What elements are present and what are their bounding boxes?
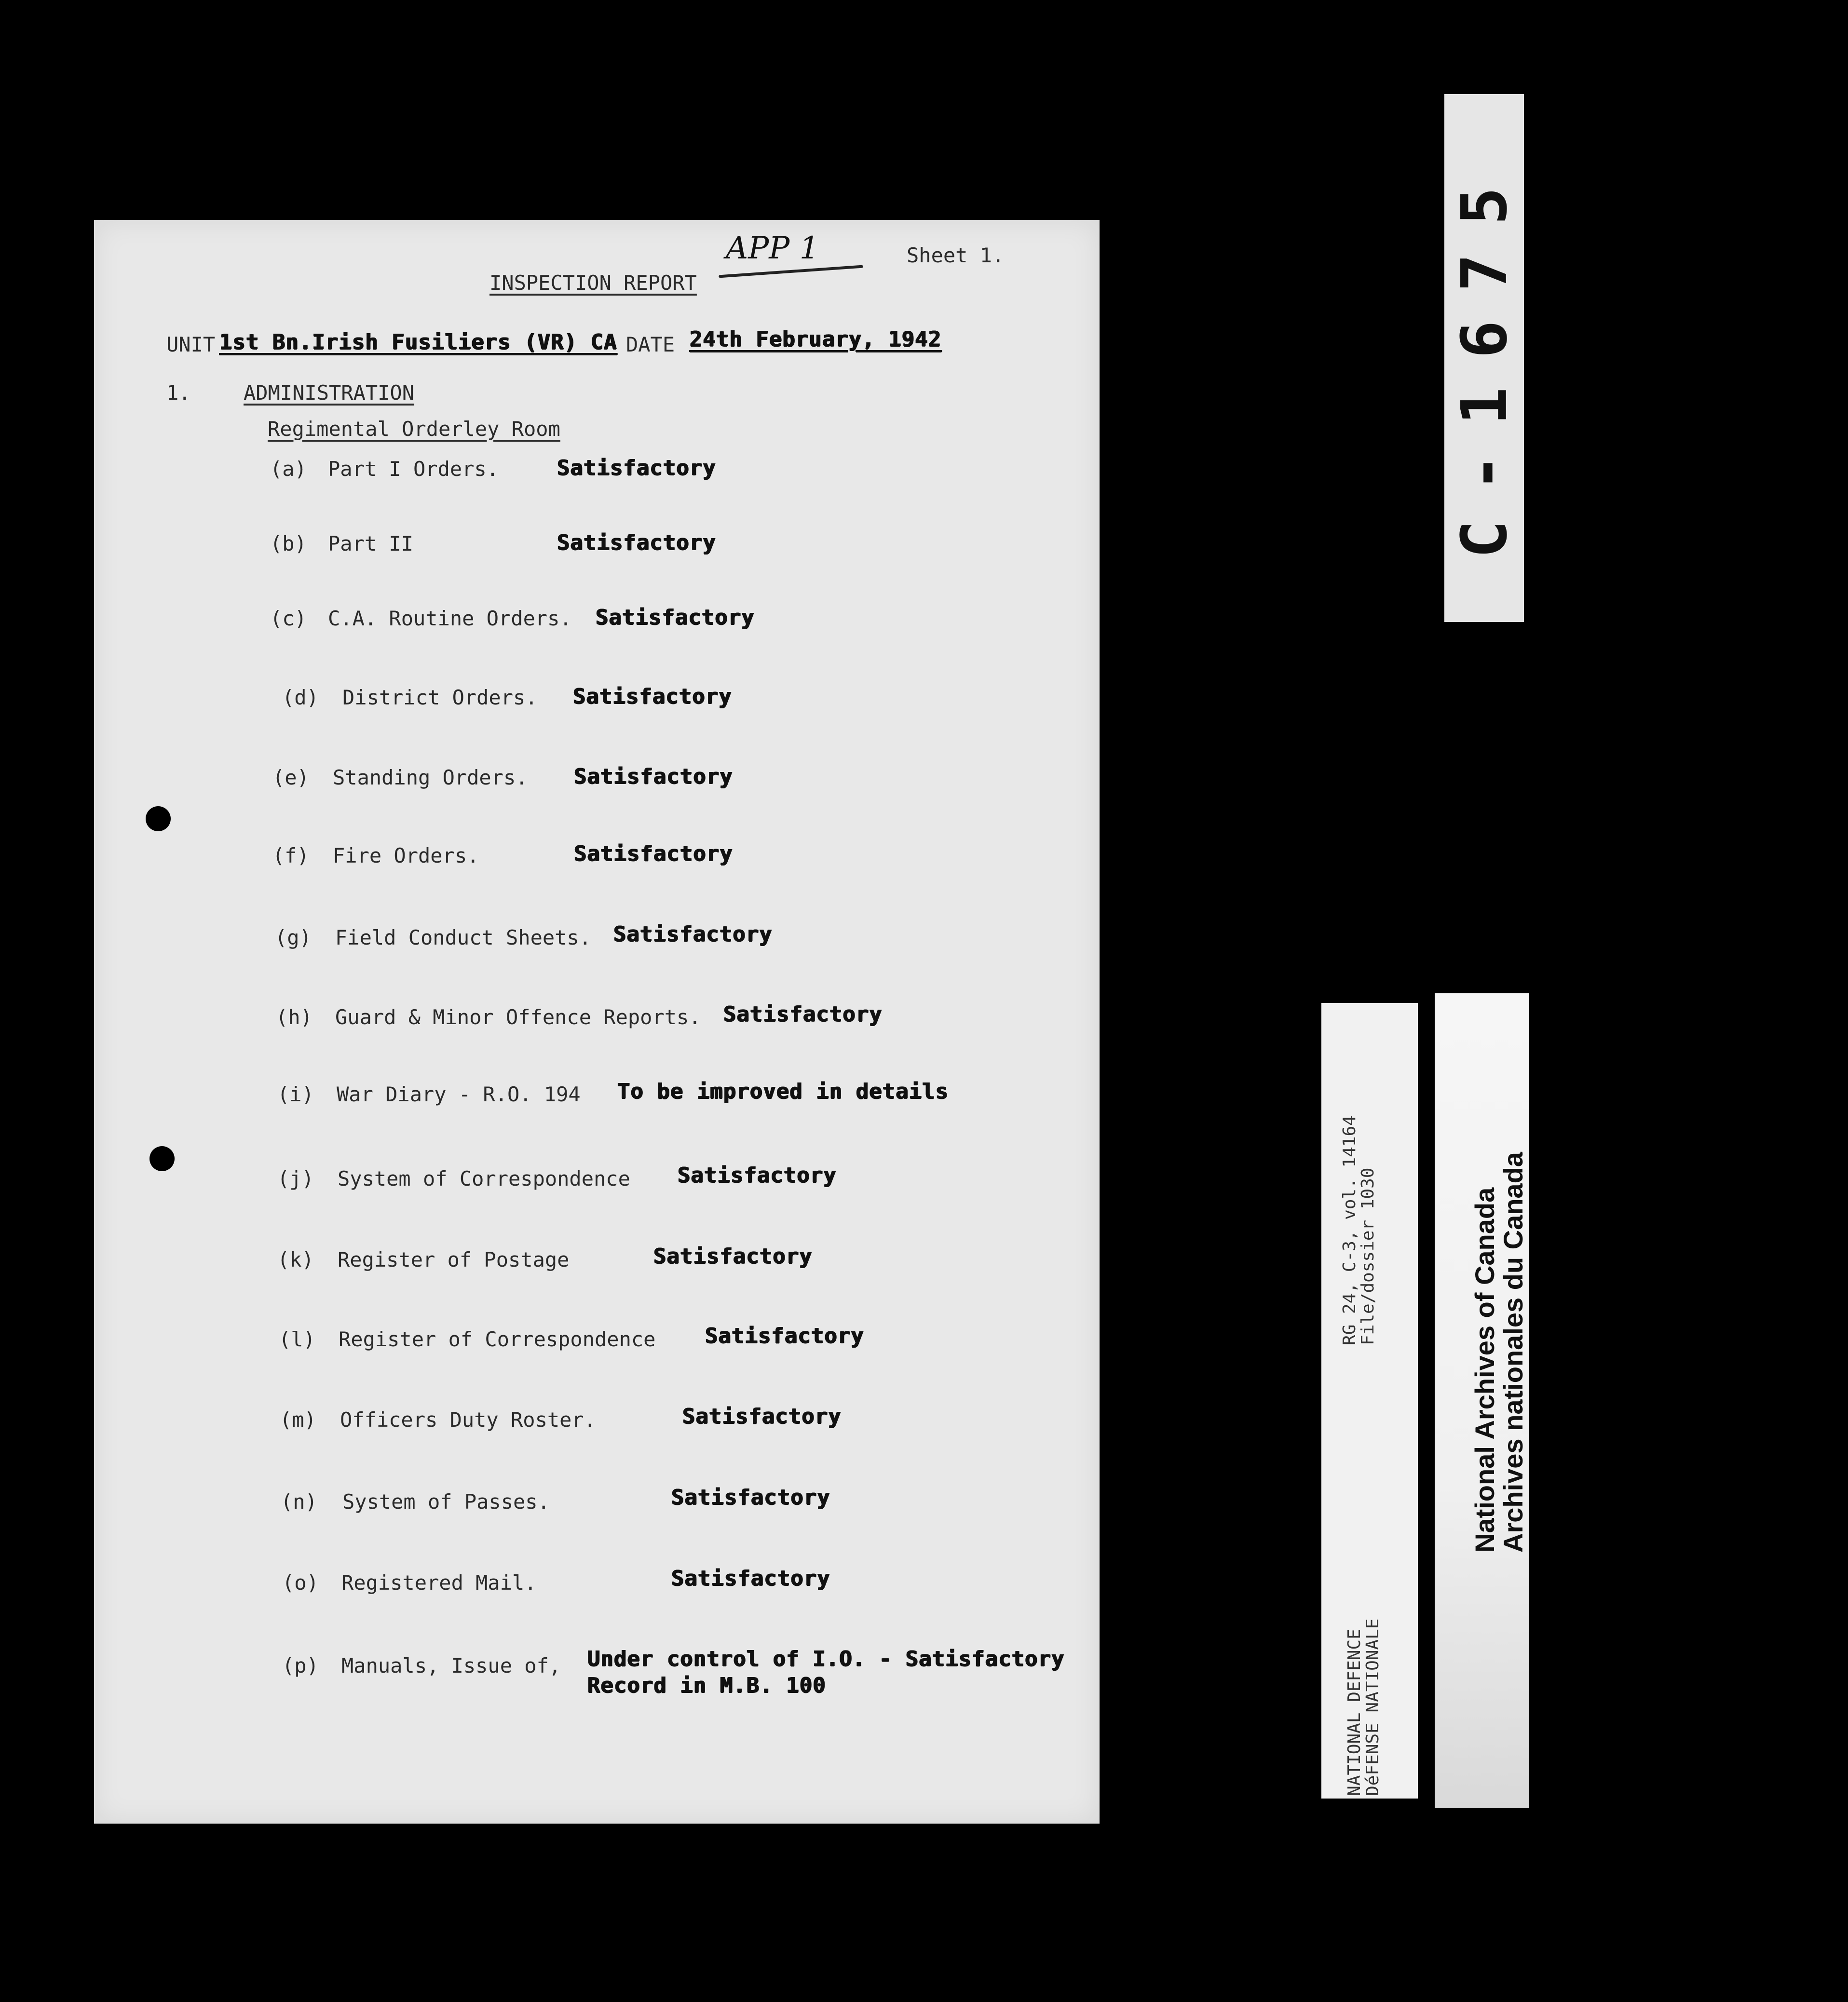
item-status: Satisfactory	[653, 1244, 813, 1269]
item-status: To be improved in details	[617, 1079, 949, 1104]
reference-line-1: RG 24, C-3, vol. 14164	[1340, 1115, 1359, 1345]
item-letter: (a)	[270, 457, 307, 481]
date-label: DATE	[626, 333, 675, 356]
report-title: INSPECTION REPORT	[489, 271, 697, 295]
item-status: Satisfactory	[723, 1002, 883, 1027]
item-letter: (m)	[280, 1408, 316, 1432]
reference-line-2: File/dossier 1030	[1358, 1167, 1378, 1345]
item-status: Satisfactory	[557, 530, 716, 555]
item-label: Fire Orders.	[333, 844, 479, 867]
item-letter: (j)	[277, 1167, 314, 1190]
item-label: C.A. Routine Orders.	[328, 607, 572, 630]
item-label: Part I Orders.	[328, 457, 499, 481]
item-status: Satisfactory	[574, 764, 733, 789]
punch-hole	[146, 806, 171, 831]
item-label: Guard & Minor Offence Reports.	[335, 1005, 701, 1029]
archive-reference	[1341, 1115, 1377, 1345]
item-label: Register of Correspondence	[339, 1327, 656, 1351]
item-letter: (b)	[270, 532, 307, 555]
item-letter: (p)	[282, 1654, 319, 1677]
item-status-line2: Record in M.B. 100	[587, 1673, 826, 1698]
national-archives-text	[1471, 1152, 1528, 1553]
item-label: Field Conduct Sheets.	[335, 926, 592, 949]
item-label: Registered Mail.	[341, 1571, 537, 1595]
item-status: Satisfactory	[596, 605, 755, 630]
item-label: Standing Orders.	[333, 766, 528, 789]
item-letter: (d)	[282, 686, 319, 709]
frame-number-strip	[1444, 94, 1524, 622]
item-label: District Orders.	[342, 686, 538, 709]
item-label: Part II	[328, 532, 414, 555]
sheet-number: Sheet 1.	[907, 243, 1005, 267]
item-label: Register of Postage	[338, 1248, 570, 1272]
punch-hole	[149, 1146, 175, 1171]
section-title: ADMINISTRATION	[244, 381, 415, 405]
item-status: Satisfactory	[573, 684, 732, 709]
item-letter: (f)	[272, 844, 309, 867]
section-number: 1.	[166, 381, 191, 405]
date-value: 24th February, 1942	[690, 327, 942, 352]
item-letter: (k)	[277, 1248, 314, 1272]
item-label: Officers Duty Roster.	[340, 1408, 597, 1432]
defence-line-2: DéFENSE NATIONALE	[1362, 1618, 1383, 1796]
subsection-title: Regimental Orderley Room	[268, 417, 560, 441]
item-letter: (e)	[272, 766, 309, 789]
item-letter: (o)	[282, 1571, 319, 1595]
item-letter: (c)	[270, 607, 307, 630]
item-label: War Diary - R.O. 194	[337, 1082, 581, 1106]
item-status: Satisfactory	[671, 1566, 830, 1591]
national-defence-text	[1345, 1619, 1382, 1796]
unit-label: UNIT	[166, 333, 216, 356]
item-status: Satisfactory	[574, 841, 733, 866]
handwritten-annotation: APP 1	[726, 230, 819, 266]
frame-number: C-1675	[1447, 158, 1521, 558]
item-letter: (l)	[279, 1327, 315, 1351]
item-status: Satisfactory	[671, 1485, 830, 1510]
defence-line-1: NATIONAL DEFENCE	[1345, 1629, 1364, 1796]
item-status: Satisfactory	[557, 456, 716, 480]
item-status: Under control of I.O. - Satisfactory	[587, 1647, 1065, 1671]
archives-line-2: Archives nationales du Canada	[1497, 1152, 1528, 1553]
item-letter: (g)	[275, 926, 312, 949]
item-label: System of Passes.	[342, 1490, 550, 1514]
unit-value: 1st Bn.Irish Fusiliers (VR) CA	[219, 330, 617, 354]
item-status: Satisfactory	[678, 1163, 837, 1188]
item-label: System of Correspondence	[338, 1167, 630, 1190]
item-letter: (i)	[277, 1082, 314, 1106]
archives-line-1: National Archives of Canada	[1469, 1187, 1500, 1553]
item-status: Satisfactory	[705, 1324, 864, 1348]
item-letter: (n)	[281, 1490, 317, 1514]
item-status: Satisfactory	[613, 922, 773, 947]
item-status: Satisfactory	[682, 1404, 842, 1429]
item-label: Manuals, Issue of,	[341, 1654, 561, 1677]
item-letter: (h)	[276, 1005, 313, 1029]
